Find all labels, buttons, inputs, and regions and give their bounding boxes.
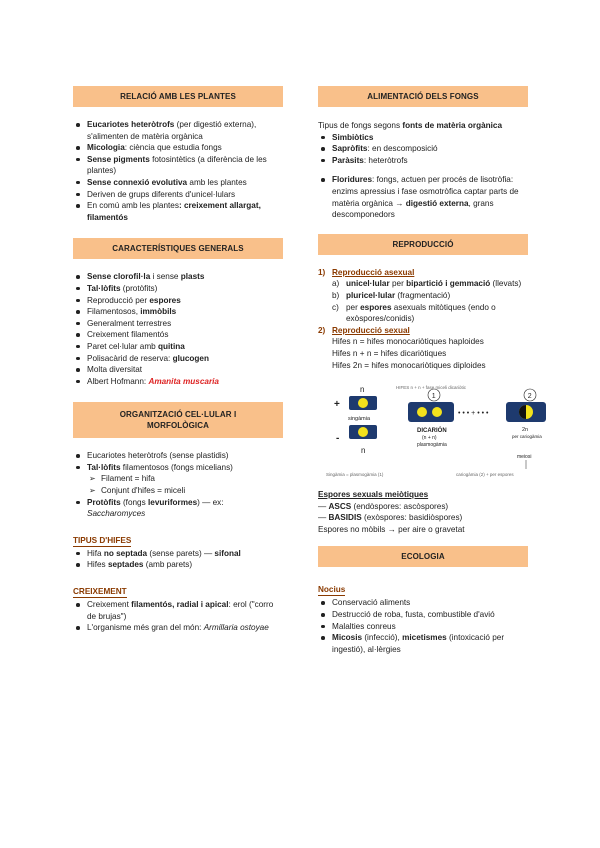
- list-item: Deriven de grups diferents d'unicel·lulars: [73, 189, 283, 201]
- list-item: Sense clorofil·la i sense plasts: [73, 271, 283, 283]
- list-item: En comú amb les plantes: creixement allargat, filamentós: [73, 200, 283, 223]
- repro-item-c: c) per espores asexuals mitòtiques (endo o exòspores/conidis): [332, 302, 496, 324]
- list-item: Creixement filamentós: [73, 329, 283, 341]
- espores-line: — ASCS (endòspores: ascòspores): [318, 501, 449, 511]
- subheading-creixement: CREIXEMENT: [73, 587, 127, 597]
- section-header-ecologia: ECOLOGIA: [318, 546, 528, 567]
- list-item: Hifa no septada (sense parets) — sifonal: [73, 548, 283, 560]
- list-item: Conservació aliments: [318, 597, 528, 609]
- cell-dicarion: [408, 402, 454, 422]
- section-header-reproduccio: REPRODUCCIÓ: [318, 234, 528, 255]
- list-item: Paret cel·lular amb quitina: [73, 341, 283, 353]
- diagram-plus: +: [334, 399, 340, 411]
- left-column: [73, 86, 283, 634]
- list-item: Sense pigments fotosintètics (a diferència de les plantes): [73, 154, 283, 177]
- list-item: Micosis (infecció), micetismes (intoxicació per ingestió), al·lèrgies: [318, 632, 528, 655]
- list-item: Hifes septades (amb parets): [73, 559, 283, 571]
- nucleus-minus: [358, 427, 368, 437]
- tipus-list: [73, 548, 283, 571]
- section-header-alimentacio: ALIMENTACIÓ DELS FONGS: [318, 86, 528, 107]
- alim-list: [318, 132, 528, 167]
- nucleus-plus: [358, 398, 368, 408]
- diagram-n-top: n: [360, 385, 365, 395]
- list-item: Filamentosos, immòbils: [73, 306, 283, 318]
- list-item: Protòfits (fongs levuriformes) — ex: Saccharomyces: [73, 497, 283, 520]
- list-item: Malalties conreus: [318, 621, 528, 633]
- list-item: Destrucció de roba, fusta, combustible d'avió: [318, 609, 528, 621]
- repro-line: Hifes n + n = hifes dicariòtiques: [332, 348, 447, 358]
- repro-line: Hifes n = hifes monocariòtiques haploides: [332, 337, 484, 347]
- diagram-nn: (n + n): [422, 435, 437, 442]
- diagram-n-bottom: n: [361, 446, 366, 456]
- list-item: Floridures: fongs, actuen per procés de lisotròfia: enzims apressius i fase osmotròfica captar parts de matèria orgànica → digestió externa, grans descomponedors: [318, 174, 528, 220]
- alim-intro: Tipus de fongs segons fonts de matèria orgànica: [318, 121, 503, 130]
- diagram-meiosi: meiosi: [517, 454, 532, 461]
- caract-list: [73, 271, 283, 387]
- list-item: Molta diversitat: [73, 364, 283, 376]
- section-header-caracteristiques: CARACTERÍSTIQUES GENERALS: [73, 238, 283, 259]
- creix-list: [73, 599, 283, 634]
- list-item: Simbiòtics: [318, 132, 528, 144]
- diagram-top-label: HIFES n + n + fase miceli dicariòtic: [396, 385, 467, 391]
- subheading-nocius: Nocius: [318, 585, 346, 595]
- diagram-cariogamia: per cariogàmia: [512, 434, 542, 440]
- repro-heading-sexual: 2) Reproducció sexual: [318, 325, 410, 335]
- list-item: Eucariotes heteròtrofs (sense plastidis): [73, 450, 283, 462]
- step-1-label: 1: [431, 393, 436, 401]
- alim-list-2: [318, 174, 528, 220]
- espores-line: Espores no mòbils → per aire o gravetat: [318, 524, 465, 534]
- nucleus-dicarion-1: [417, 407, 427, 417]
- diagram-dicarion: DICARIÓN: [417, 428, 447, 435]
- sexual-reproduction-diagram: [326, 379, 551, 489]
- organ-list: [73, 450, 283, 520]
- list-item: Creixement filamentós, radial i apical: erol ("corro de brujas"): [73, 599, 283, 622]
- repro-heading-asexual: 1) Reproducció asexual: [318, 267, 415, 277]
- list-item: Albert Hofmann: Amanita muscaria: [73, 376, 283, 388]
- right-column: [318, 86, 542, 655]
- list-item: Polisacàrid de reserva: glucogen: [73, 353, 283, 365]
- diagram-dots: • • • + • • •: [458, 410, 489, 418]
- section-header-organitzacio: ORGANITZACIÓ CEL·LULAR I MORFOLÒGICA: [73, 402, 283, 438]
- repro-item-a: a) unicel·lular per bipartició i gemmació (llevats): [332, 279, 522, 289]
- diagram-minus: -: [336, 433, 340, 445]
- espores-line: — BASIDIS (exòspores: basidiòspores): [318, 513, 463, 523]
- list-subitem: ➢ Conjunt d'hifes = miceli: [73, 485, 283, 497]
- eco-list: [318, 597, 528, 655]
- repro-line: Hifes 2n = hifes monocariòtiques diploides: [332, 360, 486, 370]
- step-2-label: 2: [527, 393, 532, 401]
- diagram-plasmogamia: plasmogàmia: [417, 442, 447, 449]
- section-header-relacio: RELACIÓ AMB LES PLANTES: [73, 86, 283, 107]
- list-item: Tal·lòfits (protòfits): [73, 283, 283, 295]
- list-item: Generalment terrestres: [73, 318, 283, 330]
- relacio-list: [73, 119, 283, 223]
- subheading-tipus-hifes: TIPUS D'HIFES: [73, 535, 132, 545]
- list-subitem: ➢ Filament = hifa: [73, 473, 283, 485]
- list-item: Micologia: ciència que estudia fongs: [73, 142, 283, 154]
- subheading-espores: Espores sexuals meiòtiques: [318, 490, 429, 500]
- diagram-2n: 2n: [522, 427, 529, 434]
- list-item: L'organisme més gran del món: Armillaria ostoyae: [73, 622, 283, 634]
- list-item: Reproducció per espores: [73, 295, 283, 307]
- list-item: Sense connexió evolutiva amb les plantes: [73, 177, 283, 189]
- list-item: Tal·lòfits filamentosos (fongs micelians): [73, 462, 283, 474]
- diagram-singamia: singàmia: [348, 416, 371, 423]
- list-item: Paràsits: heteròtrofs: [318, 155, 528, 167]
- list-item: Eucariotes heteròtrofs (per digestió externa), s'alimenten de matèria orgànica: [73, 119, 283, 142]
- diagram-footer-1: Singàmia = plasmogàmia (1): [326, 472, 384, 478]
- repro-item-b: b) pluricel·lular (fragmentació): [332, 290, 451, 300]
- diagram-footer-2: cariogàmia (2) + per espores: [456, 472, 514, 478]
- nucleus-dicarion-2: [432, 407, 442, 417]
- list-item: Sapròfits: en descomposició: [318, 143, 528, 155]
